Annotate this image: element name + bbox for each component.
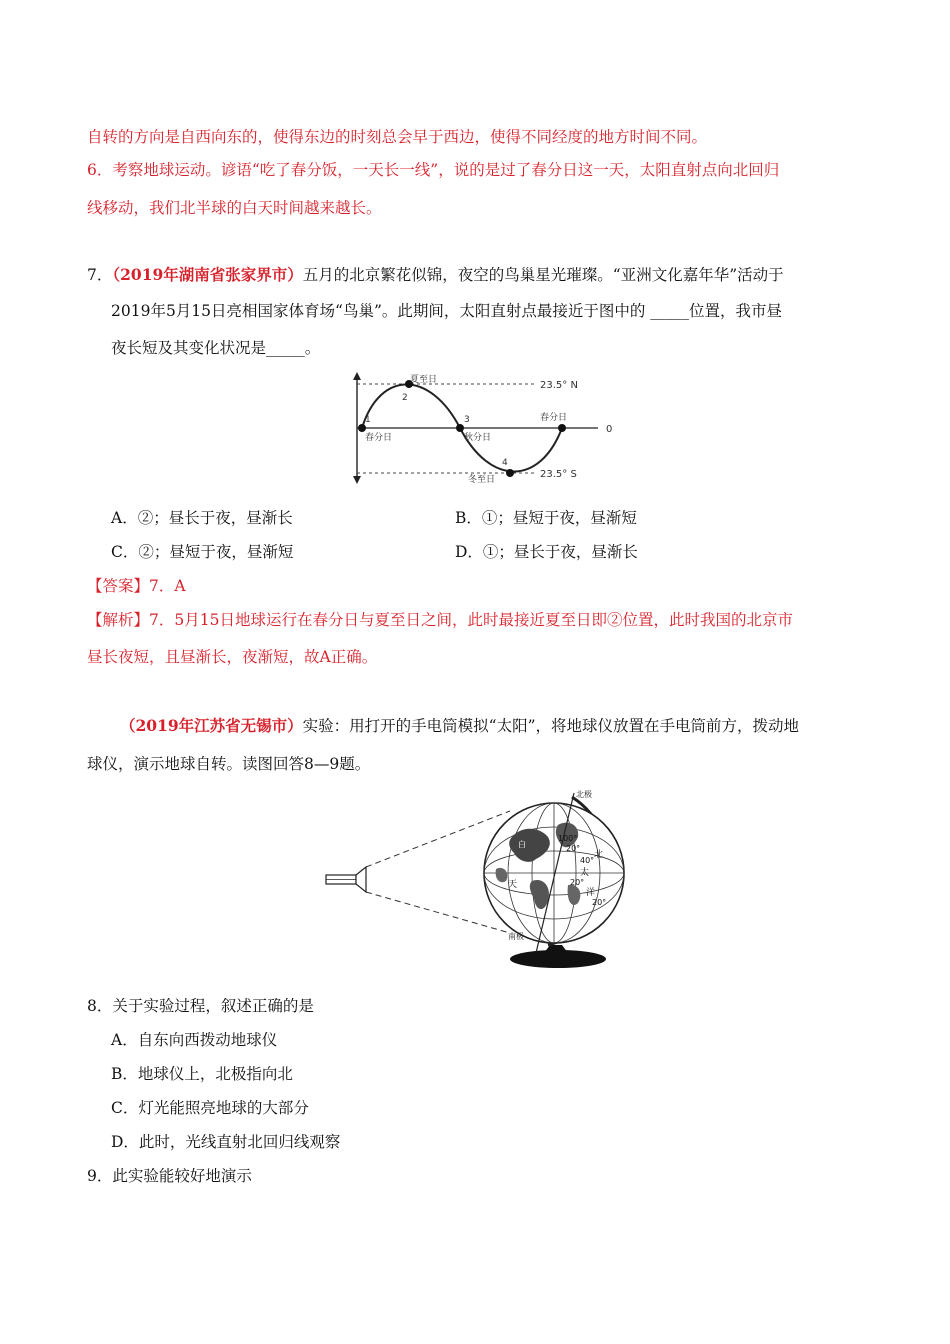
question-text: 五月的北京繁花似锦，夜空的鸟巢星光璀璨。“亚洲文化嘉年华”活动于 — [302, 266, 784, 284]
option-d: D．①；昼长于夜，昼渐长 — [455, 543, 638, 561]
lat-south: 23.5° S — [540, 469, 577, 480]
analysis-7-line1: 【解析】7．5月15日地球运行在春分日与夏至日之间，此时最接近夏至日即②位置，此时我国的北京市 — [87, 611, 793, 629]
label-winter: 冬至日 — [468, 475, 496, 485]
q8-9-intro-line1 — [120, 715, 799, 737]
question-9-stem: 9．此实验能较好地演示 — [87, 1167, 252, 1185]
lat-north: 23.5° N — [540, 380, 578, 391]
analysis-continuation: 自转的方向是自西向东的，使得东边的时刻总会早于西边，使得不同经度的地方时间不同。 — [87, 128, 708, 146]
option-c: C．②；昼短于夜，昼渐短 — [111, 543, 294, 561]
label-south-pole: 南极 — [508, 932, 524, 941]
label-spring: 春分日 — [365, 433, 393, 443]
point-1 — [358, 424, 366, 432]
point-4 — [506, 469, 514, 477]
option-b: B．①；昼短于夜，昼渐短 — [455, 509, 637, 527]
mark-2: 2 — [402, 393, 408, 403]
lat-20c: 20° — [592, 898, 607, 907]
question-number: 7． — [87, 266, 113, 284]
q8-option-a: A．自东向西拨动地球仪 — [111, 1031, 278, 1049]
question-source: （2019年江苏省无锡市） — [120, 716, 303, 735]
lon-100: 100° — [558, 834, 578, 843]
q8-9-intro-line2: 球仪，演示地球自转。读图回答8—9题。 — [87, 755, 371, 773]
label-north-pole: 北极 — [576, 790, 592, 799]
question-7-line1 — [87, 264, 784, 286]
point-5 — [558, 424, 566, 432]
q8-option-b: B．地球仪上，北极指向北 — [111, 1065, 293, 1083]
mark-3: 3 — [464, 415, 470, 425]
answer-7: 【答案】7．A — [87, 577, 186, 595]
tag-tian: 天 — [508, 880, 518, 890]
tag-north: 北 — [594, 850, 604, 860]
question-7-line2: 2019年5月15日亮相国家体育场“鸟巢”。此期间，太阳直射点最接近于图中的 _____位置，我市昼 — [111, 302, 783, 320]
analysis-q6-line2: 线移动，我们北半球的白天时间越来越长。 — [87, 199, 382, 217]
label-spring-right: 春分日 — [540, 413, 568, 423]
question-source: （2019年湖南省张家界市） — [112, 265, 303, 284]
option-a: A．②；昼长于夜，昼渐长 — [111, 509, 293, 527]
lat-20a: 20° — [566, 844, 581, 853]
question-8-stem: 8．关于实验过程，叙述正确的是 — [87, 997, 314, 1015]
tag-ocean: 洋 — [586, 888, 596, 898]
flashlight-icon — [326, 867, 366, 892]
analysis-7-line2: 昼长夜短，且昼渐长，夜渐短，故A正确。 — [87, 648, 378, 666]
tag-pacific: 太 — [580, 868, 590, 878]
tag-bai: 白 — [518, 840, 526, 849]
analysis-q6-line1: 6．考察地球运动。谚语“吃了春分饭，一天长一线”，说的是过了春分日这一天，太阳直射点向北回归 — [87, 161, 780, 179]
question-7-line3: 夜长短及其变化状况是_____。 — [111, 339, 321, 357]
lon-40: 40° — [580, 856, 595, 865]
lat-20b: 20° — [570, 878, 585, 887]
q8-option-c: C．灯光能照亮地球的大部分 — [111, 1099, 309, 1117]
lat-zero: 0 — [606, 424, 613, 435]
point-3 — [456, 424, 464, 432]
label-summer: 夏至日 — [410, 375, 438, 385]
mark-4: 4 — [502, 458, 508, 468]
globe-icon — [484, 789, 624, 953]
q8-option-d: D．此时，光线直射北回归线观察 — [111, 1133, 341, 1151]
mark-1: 1 — [365, 415, 371, 425]
label-autumn: 秋分日 — [464, 433, 492, 443]
globe-flashlight-figure — [322, 785, 627, 970]
intro-text: 实验：用打开的手电筒模拟“太阳”，将地球仪放置在手电筒前方，拨动地 — [302, 717, 799, 735]
sun-direct-point-diagram — [340, 370, 620, 485]
